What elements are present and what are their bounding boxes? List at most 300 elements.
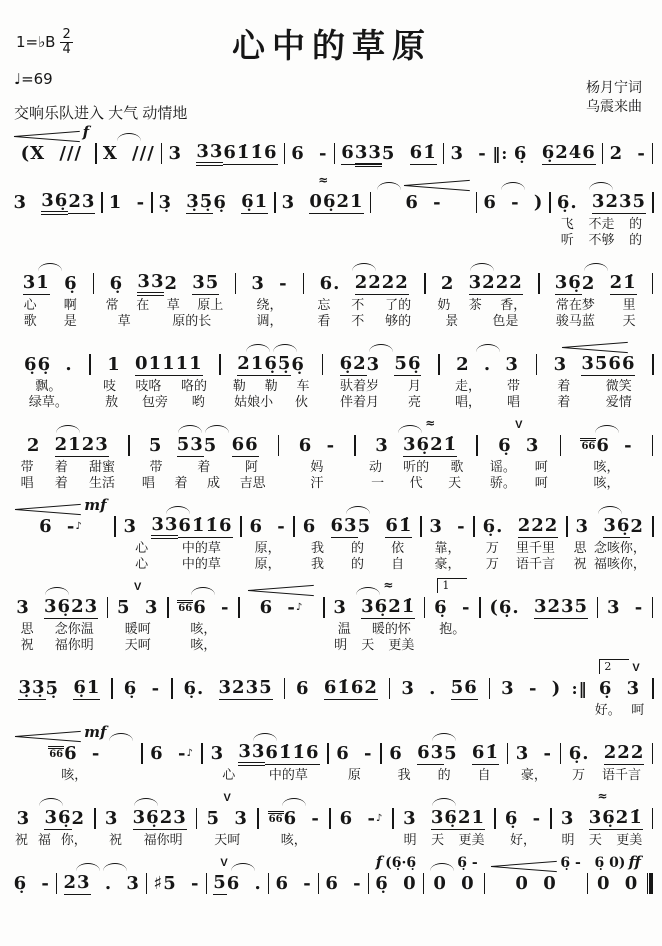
lyric-syllable: 勒 bbox=[232, 377, 246, 393]
notation-row: X /// bbox=[102, 142, 155, 164]
measure bbox=[116, 497, 239, 570]
measure bbox=[259, 789, 328, 846]
notation-row: 633 5 61̇ bbox=[338, 141, 441, 165]
lyric-syllable: 中的草 bbox=[181, 555, 221, 571]
measure bbox=[242, 497, 293, 570]
annotation-row bbox=[272, 854, 315, 871]
lyric-syllable: 了的 bbox=[385, 296, 412, 312]
lyric-syllable: 心 bbox=[222, 766, 236, 782]
lyric-row bbox=[175, 700, 281, 716]
lyric-row bbox=[333, 830, 390, 846]
measure bbox=[286, 124, 334, 165]
measure bbox=[95, 254, 234, 327]
music-system bbox=[8, 724, 654, 781]
lyric-syllable: 豪， bbox=[434, 555, 461, 571]
measure bbox=[208, 854, 268, 895]
measure bbox=[562, 416, 652, 489]
lyric-syllable: 不 bbox=[351, 296, 365, 312]
measure bbox=[481, 578, 596, 651]
notation-row: 3 33 61̇1̇6 bbox=[123, 513, 233, 537]
measure bbox=[286, 659, 389, 716]
measure bbox=[91, 335, 219, 408]
grace-note: ♪ bbox=[75, 520, 83, 532]
lyric-syllable: 心 bbox=[23, 296, 37, 312]
measure bbox=[589, 854, 647, 895]
slur-arc bbox=[273, 344, 297, 352]
annotation-row bbox=[570, 497, 650, 514]
measure bbox=[422, 497, 473, 570]
lyric-syllable: 听 bbox=[560, 231, 574, 247]
annotation-row bbox=[288, 124, 332, 141]
annotation-row bbox=[10, 659, 109, 676]
lyric-syllable: 甜蜜 bbox=[88, 458, 115, 474]
notation-row: 3 - bbox=[251, 272, 288, 294]
annotation-row bbox=[554, 789, 649, 806]
lyric-syllable: 月 bbox=[408, 377, 422, 393]
annotation-row bbox=[327, 578, 421, 595]
lyric-row bbox=[564, 765, 650, 781]
lyric-row bbox=[145, 765, 199, 781]
lyric-syllable: 咳， bbox=[280, 831, 307, 847]
measure bbox=[551, 173, 651, 246]
breath-mark: V bbox=[220, 857, 228, 869]
lyric-syllable: 景 bbox=[445, 312, 459, 328]
breath-mark: V bbox=[134, 581, 142, 593]
notation-row: 3 36̣ 23 bbox=[104, 806, 187, 829]
lyric-syllable: 忘 bbox=[317, 296, 331, 312]
annotation-row bbox=[210, 854, 266, 871]
measure bbox=[370, 854, 422, 895]
notation-row: 21 6̣5̣ 6̣ bbox=[237, 352, 305, 375]
notation-row: 2 . 3 bbox=[456, 353, 519, 375]
slur-arc bbox=[178, 425, 202, 433]
lyric-row bbox=[424, 554, 471, 570]
lyric-syllable: 更美 bbox=[388, 636, 415, 652]
lyric-syllable: 祝 bbox=[14, 831, 28, 847]
lyric-row bbox=[93, 392, 217, 408]
lyric-row bbox=[155, 230, 272, 246]
lyric-syllable: 明 bbox=[561, 831, 575, 847]
measure bbox=[538, 335, 652, 408]
annotation-row bbox=[606, 124, 650, 141]
lyric-syllable: 祝 bbox=[573, 555, 587, 571]
annotation-row bbox=[564, 416, 650, 433]
barline: ‖: bbox=[492, 143, 509, 163]
lyric-syllable: 语千言 bbox=[515, 555, 555, 571]
mordent-ornament: ≈ bbox=[425, 416, 435, 430]
lyric-syllable: 祝 bbox=[108, 831, 122, 847]
measure bbox=[445, 124, 493, 165]
measure bbox=[143, 724, 201, 781]
annotation-row bbox=[98, 789, 193, 806]
notation-row: 5 3 bbox=[117, 596, 159, 618]
measure bbox=[97, 124, 160, 165]
notation-row: 3 36̣ 21̇ bbox=[375, 433, 458, 456]
measure bbox=[221, 335, 321, 408]
lyric-syllable: 够的 bbox=[385, 312, 412, 328]
measure bbox=[475, 497, 565, 570]
lyric-row bbox=[205, 765, 324, 781]
annotation-row bbox=[10, 416, 126, 433]
lyric-syllable: 亮 bbox=[408, 393, 422, 409]
annotation-row bbox=[288, 659, 387, 676]
notation-row: 6 - bbox=[325, 872, 362, 894]
slur-arc bbox=[346, 506, 370, 514]
measure bbox=[320, 854, 367, 895]
annotation-row: 1 bbox=[428, 578, 477, 595]
lyric-syllable: 着 bbox=[197, 458, 211, 474]
music-system bbox=[8, 497, 654, 570]
lyric-syllable: 是 bbox=[63, 312, 77, 328]
annotation-row bbox=[564, 724, 650, 741]
lyric-row bbox=[10, 311, 90, 327]
measure bbox=[478, 173, 549, 246]
measure bbox=[540, 254, 651, 327]
notation-row: (X /// bbox=[20, 142, 83, 164]
lyric-syllable: 看 bbox=[317, 312, 331, 328]
annotation-row bbox=[384, 724, 504, 741]
notation-row: 3 33 61̇1̇6 bbox=[210, 740, 320, 764]
measure bbox=[599, 578, 652, 651]
slur-arc bbox=[598, 506, 622, 514]
barline: :‖ bbox=[571, 678, 588, 698]
lyric-syllable: 抱。 bbox=[439, 620, 466, 636]
lyric-syllable: 唱 bbox=[507, 393, 521, 409]
lyric-syllable: 草 bbox=[117, 312, 131, 328]
lyric-row bbox=[498, 830, 548, 846]
lyric-row bbox=[282, 473, 352, 489]
notation-row: 5 53 5 66 bbox=[148, 433, 259, 456]
annotation-row bbox=[175, 659, 281, 676]
lyric-syllable: 明 bbox=[403, 831, 417, 847]
lyric-syllable: 哟 bbox=[191, 393, 205, 409]
notation-area bbox=[8, 124, 656, 895]
slur-arc bbox=[432, 733, 456, 741]
lyric-syllable: 绕， bbox=[256, 296, 283, 312]
annotation-row bbox=[540, 335, 650, 352]
notation-row: 3 35 66 bbox=[553, 352, 636, 375]
annotation-row bbox=[261, 789, 326, 806]
lyric-syllable: 暖呵 bbox=[124, 620, 151, 636]
crescendo-hairpin bbox=[248, 586, 314, 595]
measure bbox=[8, 124, 95, 165]
lyric-row bbox=[384, 765, 504, 781]
notation-row: 3 - bbox=[429, 515, 466, 537]
annotation-row bbox=[118, 497, 237, 514]
measure bbox=[203, 724, 326, 781]
annotation-row: f (6̣·6̣ bbox=[375, 853, 417, 871]
music-system bbox=[8, 335, 654, 408]
lyric-row bbox=[483, 635, 594, 651]
barline bbox=[651, 124, 654, 165]
lyric-syllable: 的 bbox=[629, 215, 643, 231]
lyric-syllable: 着 bbox=[54, 458, 68, 474]
annotation-row bbox=[111, 578, 165, 595]
lyric-syllable: 天呵 bbox=[124, 636, 151, 652]
lyric-row bbox=[428, 635, 477, 651]
lyric-row bbox=[10, 230, 99, 246]
annotation-row bbox=[338, 124, 441, 141]
dynamic-marking: mf bbox=[84, 723, 107, 741]
annotation-row bbox=[93, 335, 217, 352]
music-system bbox=[8, 578, 654, 651]
slur-arc bbox=[589, 182, 613, 190]
lyric-syllable: 奶 bbox=[437, 296, 451, 312]
barline bbox=[651, 578, 654, 651]
lyric-syllable: 不够 bbox=[588, 231, 615, 247]
notation-row: 1 - bbox=[108, 191, 146, 213]
measure bbox=[8, 724, 141, 781]
notation-row: 3̣ 3̣5̣ 6̣ 6̣1 bbox=[158, 190, 269, 213]
expression-text: 交响乐队进入 大气 动情地 bbox=[14, 105, 188, 122]
measure bbox=[103, 173, 150, 246]
lyricist-credit: 杨月宁词 bbox=[586, 79, 642, 95]
lyric-syllable: 我 bbox=[310, 539, 324, 555]
annotation-row bbox=[223, 335, 319, 352]
measure bbox=[305, 254, 424, 327]
measure bbox=[198, 789, 257, 846]
measure bbox=[8, 497, 114, 570]
annotation-row bbox=[155, 173, 272, 190]
lyric-syllable: 呵 bbox=[631, 701, 645, 717]
slur-arc bbox=[117, 133, 141, 141]
slur-arc bbox=[191, 587, 215, 595]
notation-row: 6̣ 33 2 35 bbox=[109, 270, 220, 294]
lyric-row bbox=[553, 230, 649, 246]
lyric-syllable: 茶 bbox=[468, 296, 482, 312]
slur-arc bbox=[76, 863, 100, 871]
lyric-syllable: 勒 bbox=[264, 377, 278, 393]
lyric-syllable: 咳， bbox=[190, 636, 217, 652]
slur-arc bbox=[352, 263, 376, 271]
music-system bbox=[8, 254, 654, 327]
lyric-row bbox=[480, 473, 557, 489]
music-system bbox=[8, 659, 654, 716]
measure bbox=[8, 789, 94, 846]
notation-row: 6̣. 222 bbox=[482, 514, 559, 537]
lyric-syllable: 唱， bbox=[455, 393, 482, 409]
slur-arc bbox=[356, 587, 380, 595]
lyric-syllable: 动 bbox=[368, 458, 382, 474]
notation-row: (6̣. 32 35 bbox=[489, 595, 589, 618]
lyric-syllable: 天呵 bbox=[214, 831, 241, 847]
notation-row: 6̣. 32 35 bbox=[556, 190, 647, 213]
lyric-syllable: 依 bbox=[391, 539, 405, 555]
annotation-row bbox=[424, 497, 471, 514]
lyric-syllable: 敖 bbox=[105, 393, 119, 409]
crescendo-hairpin bbox=[14, 132, 80, 141]
notation-row: ♯5 - bbox=[153, 872, 200, 894]
annotation-row bbox=[396, 789, 491, 806]
measure bbox=[113, 659, 170, 716]
annotation-row bbox=[331, 724, 378, 741]
music-system bbox=[8, 789, 654, 846]
lyric-row bbox=[601, 619, 650, 635]
lyric-row bbox=[242, 635, 320, 651]
lyric-row bbox=[261, 830, 326, 846]
lyric-syllable: 绿草。 bbox=[28, 393, 68, 409]
lyric-row bbox=[374, 230, 474, 246]
annotation-row bbox=[322, 854, 365, 871]
lyric-syllable: 代 bbox=[409, 474, 423, 490]
notation-row: 3 36̣ 2 bbox=[575, 514, 644, 537]
lyric-syllable: 不 bbox=[351, 312, 365, 328]
lyric-syllable: 的 bbox=[351, 555, 365, 571]
lyric-syllable: 骄。 bbox=[489, 474, 516, 490]
notation-row: 6̣ 3 bbox=[598, 677, 641, 699]
barline bbox=[652, 173, 655, 246]
lyric-row bbox=[601, 635, 650, 651]
notation-row: 6̣ - bbox=[504, 807, 542, 829]
lyric-syllable: 吱咯 bbox=[135, 377, 162, 393]
notation-row: 6̣2 3 56̣ bbox=[339, 352, 422, 375]
notation-row: 66 6 - bbox=[268, 807, 320, 829]
lyric-syllable: 歌 bbox=[450, 458, 464, 474]
lyric-row bbox=[111, 635, 165, 651]
notation-row: 3̣3̣ 5̣ 6̣1 bbox=[18, 676, 101, 699]
measure bbox=[604, 124, 652, 165]
annotation-row bbox=[282, 416, 352, 433]
notation-row: 1 011 11 bbox=[107, 352, 203, 375]
annotation-row bbox=[165, 124, 281, 141]
grace-note: ♪ bbox=[375, 812, 384, 824]
slur-arc bbox=[595, 425, 619, 433]
annotation-row bbox=[498, 789, 548, 806]
lyric-row bbox=[223, 392, 319, 408]
notation-row: 3 36̣ 23 bbox=[16, 595, 99, 618]
music-system bbox=[8, 124, 654, 165]
lyric-row bbox=[358, 473, 474, 489]
slur-arc bbox=[56, 425, 80, 433]
notation-row: 3 36̣ 21 bbox=[403, 806, 486, 829]
lyric-syllable: 福咳你， bbox=[593, 555, 646, 571]
lyric-syllable: 咳， bbox=[61, 766, 88, 782]
lyric-syllable: 爱情 bbox=[605, 393, 632, 409]
notation-row: 66 6 - bbox=[581, 434, 633, 456]
lyric-row bbox=[477, 554, 563, 570]
lyric-row bbox=[244, 554, 291, 570]
measure bbox=[425, 854, 484, 895]
lyric-syllable: 天 bbox=[448, 474, 462, 490]
lyric-syllable: 成 bbox=[207, 474, 221, 490]
measure bbox=[173, 659, 283, 716]
grace-note: ♪ bbox=[186, 747, 194, 759]
notation-row: 6 - bbox=[405, 191, 442, 213]
annotation-row bbox=[307, 254, 422, 271]
lyric-syllable: 好。 bbox=[594, 701, 621, 717]
lyric-syllable: 一 bbox=[371, 474, 385, 490]
lyric-syllable: 生活 bbox=[88, 474, 115, 490]
slur-arc bbox=[39, 798, 63, 806]
notation-row: 36̣ 2 21̇ bbox=[554, 271, 637, 294]
lyric-row bbox=[396, 830, 491, 846]
lyric-syllable: 祝 bbox=[20, 636, 34, 652]
lyric-syllable: 天 bbox=[622, 312, 636, 328]
lyric-syllable: 万 bbox=[572, 766, 586, 782]
annotation-row bbox=[10, 789, 92, 806]
lyric-syllable: 我 bbox=[397, 766, 411, 782]
credits bbox=[586, 78, 642, 116]
crescendo-hairpin bbox=[15, 732, 81, 741]
notation-row: 6̣ 3 bbox=[498, 434, 540, 456]
lyric-row bbox=[480, 230, 547, 246]
lyric-syllable: 谣。 bbox=[489, 458, 516, 474]
annotation-row bbox=[374, 173, 474, 190]
annotation-row bbox=[10, 724, 139, 741]
measure bbox=[8, 578, 106, 651]
dynamic-marking: f bbox=[375, 853, 383, 871]
lyric-row bbox=[278, 230, 367, 246]
notation-row: 5 3 bbox=[206, 807, 248, 829]
notation-row: 6 63 5 61̇ bbox=[302, 514, 413, 537]
notation-row: 3 36̣ 23 bbox=[13, 189, 96, 213]
measure bbox=[8, 335, 89, 408]
lyric-syllable: 的 bbox=[351, 539, 365, 555]
annotation-row bbox=[10, 335, 87, 352]
annotation-row bbox=[480, 173, 547, 190]
lyric-syllable: 带 bbox=[507, 377, 521, 393]
lyric-syllable: 在 bbox=[136, 296, 150, 312]
annotation-row bbox=[105, 173, 148, 190]
annotation-row bbox=[480, 416, 557, 433]
annotation-row bbox=[10, 173, 99, 190]
lyric-syllable: 草 bbox=[166, 296, 180, 312]
lyric-syllable: 听的 bbox=[403, 458, 430, 474]
annotation-row: 6̣ 0) ff bbox=[594, 853, 641, 871]
measure bbox=[491, 659, 572, 716]
annotation-row bbox=[239, 254, 301, 271]
notation-row: 6 - bbox=[249, 515, 286, 537]
lyric-syllable: 吱 bbox=[102, 377, 116, 393]
annotation-row bbox=[60, 854, 144, 871]
measure bbox=[96, 789, 195, 846]
barline bbox=[652, 335, 655, 408]
notation-row: 6̣. 32 35 bbox=[183, 676, 273, 699]
annotation-row bbox=[493, 659, 570, 676]
lyric-syllable: 的 bbox=[437, 766, 451, 782]
lyric-row bbox=[10, 700, 109, 716]
lyric-syllable: 带 bbox=[20, 458, 34, 474]
measure bbox=[163, 124, 283, 165]
lyric-syllable: 咳， bbox=[593, 474, 620, 490]
notation-row: 3 36̣ 2 bbox=[16, 806, 86, 829]
annotation-row bbox=[171, 578, 236, 595]
lyric-syllable: 靠， bbox=[434, 539, 461, 555]
lyric-row bbox=[98, 830, 193, 846]
lyric-row bbox=[554, 830, 649, 846]
lyric-syllable: 咳， bbox=[593, 458, 620, 474]
lyric-syllable: 啊 bbox=[63, 296, 77, 312]
lyric-row bbox=[326, 392, 436, 408]
song-title: 心中的草原 bbox=[232, 26, 432, 65]
notation-row: 6 - ♪ bbox=[259, 596, 304, 618]
slur-arc bbox=[134, 798, 158, 806]
lyric-syllable: 原， bbox=[254, 539, 281, 555]
slur-arc bbox=[369, 344, 393, 352]
measure bbox=[552, 789, 651, 846]
lyric-syllable: 豪， bbox=[520, 766, 547, 782]
measure bbox=[58, 854, 146, 895]
slur-arc bbox=[45, 587, 69, 595]
key-label: 1=♭B bbox=[16, 33, 56, 52]
crescendo-hairpin bbox=[562, 343, 628, 352]
slur-arc bbox=[476, 344, 500, 352]
lyric-row bbox=[10, 214, 99, 230]
annotation-row bbox=[10, 578, 104, 595]
lyric-syllable: 更美 bbox=[458, 831, 485, 847]
breath-mark: V bbox=[223, 792, 231, 804]
lyric-syllable: 原上 bbox=[197, 296, 224, 312]
